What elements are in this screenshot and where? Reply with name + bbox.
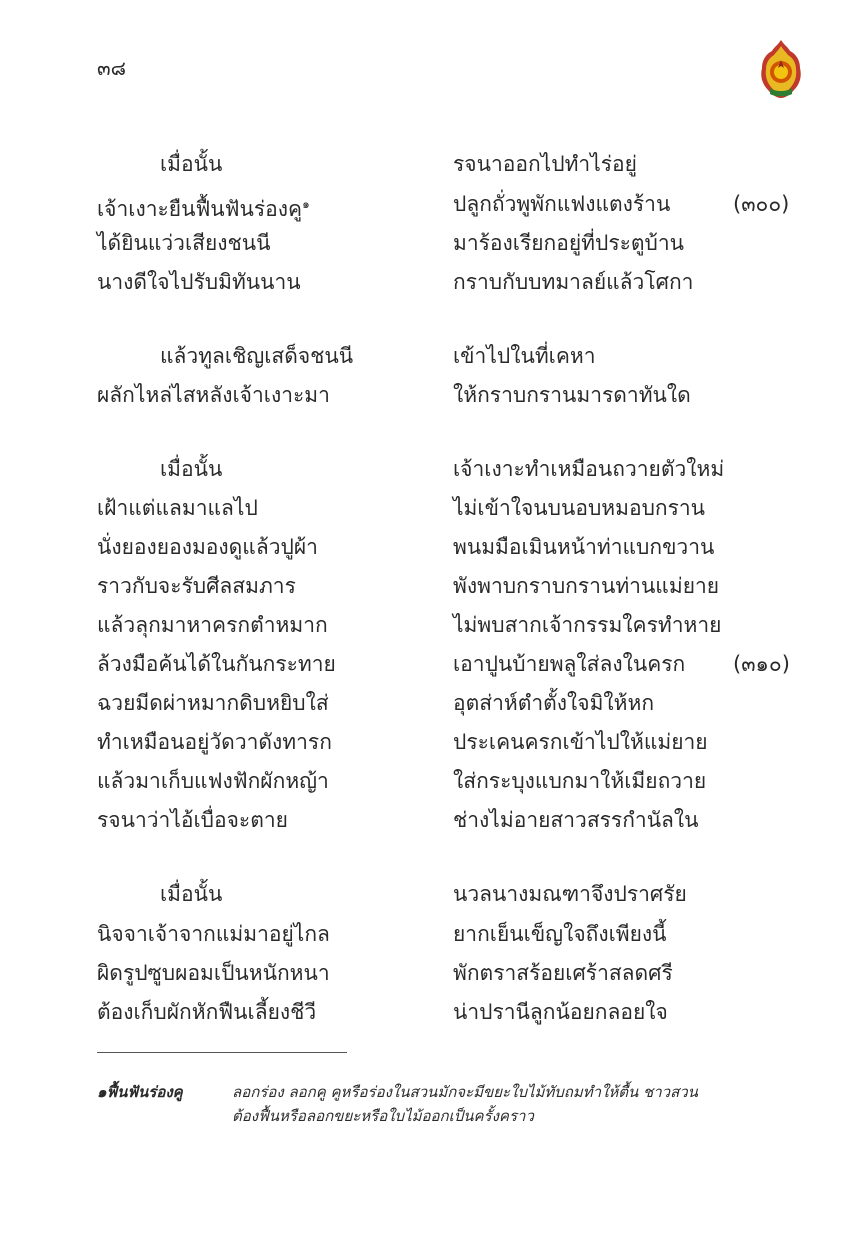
footnote-divider bbox=[97, 1052, 347, 1053]
footnote-text-line: ต้องฟื้นหรือลอกขยะหรือใบไม้ออกเป็นครั้งคราว bbox=[232, 1107, 534, 1125]
poem-line-right: ให้กราบกรานมารดาทันใด bbox=[453, 383, 691, 407]
poem-line-left: เมื่อนั้น bbox=[160, 152, 223, 176]
footnote-text-line: ลอกร่อง ลอกคู คูหรือร่องในสวนมักจะมีขยะใบไม้ทับถมทำให้ตื้น ชาวสวน bbox=[232, 1083, 698, 1101]
poem-line-left-text: เจ้าเงาะยืนฟื้นฟันร่องคู bbox=[97, 197, 303, 221]
poem-line-right: ใส่กระบุงแบกมาให้เมียถวาย bbox=[453, 769, 707, 793]
poem-line-right: ประเคนครกเข้าไปให้แม่ยาย bbox=[453, 730, 708, 754]
poem-line-right: ปลูกถั่วพูพักแฟงแตงร้าน bbox=[453, 192, 671, 216]
verse-number: (๓๑๐) bbox=[733, 652, 790, 676]
poem-line-right: เข้าไปในที่เคหา bbox=[453, 344, 596, 368]
poem-line-left: แล้วลุกมาหาครกตำหมาก bbox=[97, 613, 328, 637]
school-emblem-seal-icon bbox=[758, 38, 804, 100]
poem-line-left: ผิดรูปซูบผอมเป็นหนักหนา bbox=[97, 961, 330, 985]
poem-line-right: กราบกับบทมาลย์แล้วโศกา bbox=[453, 270, 694, 294]
poem-line-left: ล้วงมือค้นได้ในกันกระทาย bbox=[97, 652, 336, 676]
poem-line-left: นางดีใจไปรับมิทันนาน bbox=[97, 270, 301, 294]
page-number: ๓๘ bbox=[97, 56, 127, 80]
poem-line-right: ไม่พบสากเจ้ากรรมใครทำหาย bbox=[453, 613, 722, 637]
poem-line-right: พนมมือเมินหน้าท่าแบกขวาน bbox=[453, 535, 715, 559]
poem-line-left: ได้ยินแว่วเสียงชนนี bbox=[97, 231, 271, 255]
poem-line-right: พักตราสร้อยเศร้าสลดศรี bbox=[453, 961, 673, 985]
footnote-term: ๑ฟื้นฟันร่องคู bbox=[97, 1083, 183, 1101]
poem-line-right: อุตส่าห์ตำตั้งใจมิให้หก bbox=[453, 691, 655, 715]
poem-line-right: นวลนางมณฑาจึงปราศรัย bbox=[453, 882, 687, 906]
poem-line-left: เฝ้าแต่แลมาแลไป bbox=[97, 496, 258, 520]
poem-line-left: แล้วทูลเชิญเสด็จชนนี bbox=[160, 344, 354, 368]
poem-line-left: ฉวยมีดผ่าหมากดิบหยิบใส่ bbox=[97, 691, 329, 715]
poem-line-left: เมื่อนั้น bbox=[160, 882, 223, 906]
poem-line-right: ยากเย็นเข็ญใจถึงเพียงนี้ bbox=[453, 922, 667, 946]
poem-line-left: รจนาว่าไอ้เบื่อจะตาย bbox=[97, 808, 288, 832]
poem-line-right: ช่างไม่อายสาวสรรกำนัลใน bbox=[453, 808, 699, 832]
poem-line-left: ทำเหมือนอยู่วัดวาดังทารก bbox=[97, 730, 332, 754]
poem-line-left: เมื่อนั้น bbox=[160, 457, 223, 481]
poem-line-left bbox=[97, 190, 310, 223]
poem-line-right: เอาปูนบ้ายพลูใส่ลงในครก bbox=[453, 652, 686, 676]
poem-line-right: ไม่เข้าใจนบนอบหมอบกราน bbox=[453, 496, 706, 520]
poem-line-left: นั่งยองยองมองดูแล้วปูผ้า bbox=[97, 535, 318, 559]
poem-line-right: มาร้องเรียกอยู่ที่ประตูบ้าน bbox=[453, 231, 685, 255]
poem-line-left: ผลักไหล่ไสหลังเจ้าเงาะมา bbox=[97, 383, 330, 407]
poem-line-right: พังพาบกราบกรานท่านแม่ยาย bbox=[453, 574, 720, 598]
poem-line-right: เจ้าเงาะทำเหมือนถวายตัวใหม่ bbox=[453, 457, 725, 481]
poem-line-right: น่าปรานีลูกน้อยกลอยใจ bbox=[453, 1000, 668, 1024]
poem-line-left: แล้วมาเก็บแฟงฟักผักหญ้า bbox=[97, 769, 329, 793]
poem-line-right: รจนาออกไปทำไร่อยู่ bbox=[453, 152, 637, 176]
verse-number: (๓๐๐) bbox=[733, 192, 790, 216]
poem-line-left: ต้องเก็บผักหักฟืนเลี้ยงชีวี bbox=[97, 1000, 317, 1024]
footnote-text bbox=[232, 1080, 792, 1128]
footnote-marker: ๑ bbox=[302, 197, 310, 211]
poem-line-left: นิจจาเจ้าจากแม่มาอยู่ไกล bbox=[97, 922, 330, 946]
poem-line-left: ราวกับจะรับศีลสมภาร bbox=[97, 574, 296, 598]
